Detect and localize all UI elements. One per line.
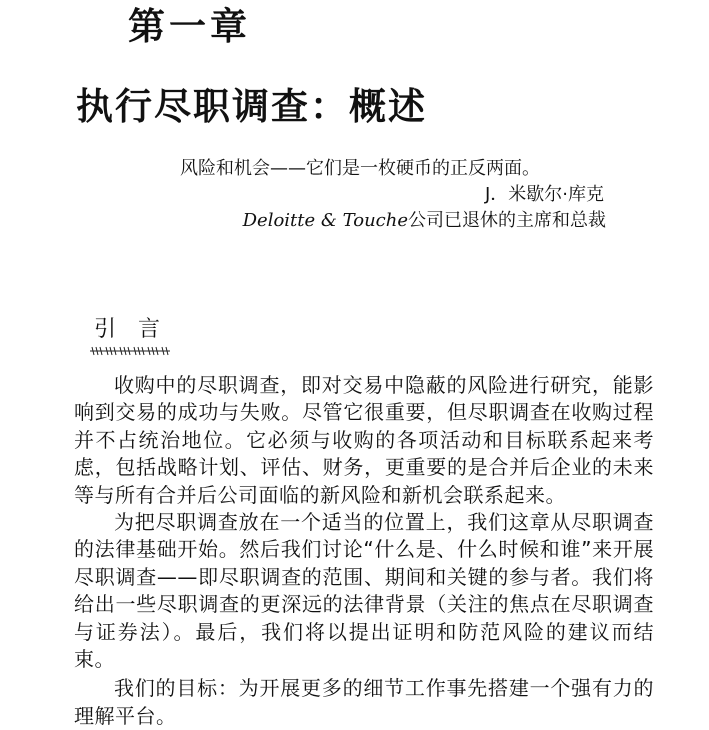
decorative-rule-icon <box>90 346 170 356</box>
body-text <box>74 372 654 730</box>
epigraph-author: J．米歇尔·库克 <box>484 184 604 205</box>
paragraph-3: 我们的目标：为开展更多的细节工作事先搭建一个强有力的理解平台。 <box>74 676 654 728</box>
epigraph-quote: 风险和机会——它们是一枚硬币的正反两面。 <box>180 158 540 179</box>
epigraph-role-text: 公司已退休的主席和总裁 <box>408 210 606 231</box>
paragraph-2: 为把尽职调查放在一个适当的位置上，我们这章从尽职调查的法律基础开始。然后我们讨论“什么是、什么时候和谁”来开展尽职调查——即尽职调查的范围、期间和关键的参与者。我们将给出一些尽职调查的更深远的法律背景（关注的焦点在尽职调查与证券法）。最后，我们将以提出证明和防范风险的建议而结束。 <box>74 510 654 672</box>
chapter-label: 第一章 <box>128 4 251 48</box>
paragraph-1: 收购中的尽职调查，即对交易中隐蔽的风险进行研究，能影响到交易的成功与失败。尽管它很重要，但尽职调查在收购过程并不占统治地位。它必须与收购的各项活动和目标联系起来考虑，包括战略计划、评估、财务，更重要的是合并后企业的未来等与所有合并后公司面临的新风险和新机会联系起来。 <box>74 373 654 507</box>
chapter-title: 执行尽职调查：概述 <box>76 85 427 128</box>
epigraph-company: Deloitte & Touche <box>242 210 408 231</box>
epigraph <box>180 156 610 234</box>
section-heading: 引言 <box>94 317 183 342</box>
epigraph-role <box>180 208 610 234</box>
